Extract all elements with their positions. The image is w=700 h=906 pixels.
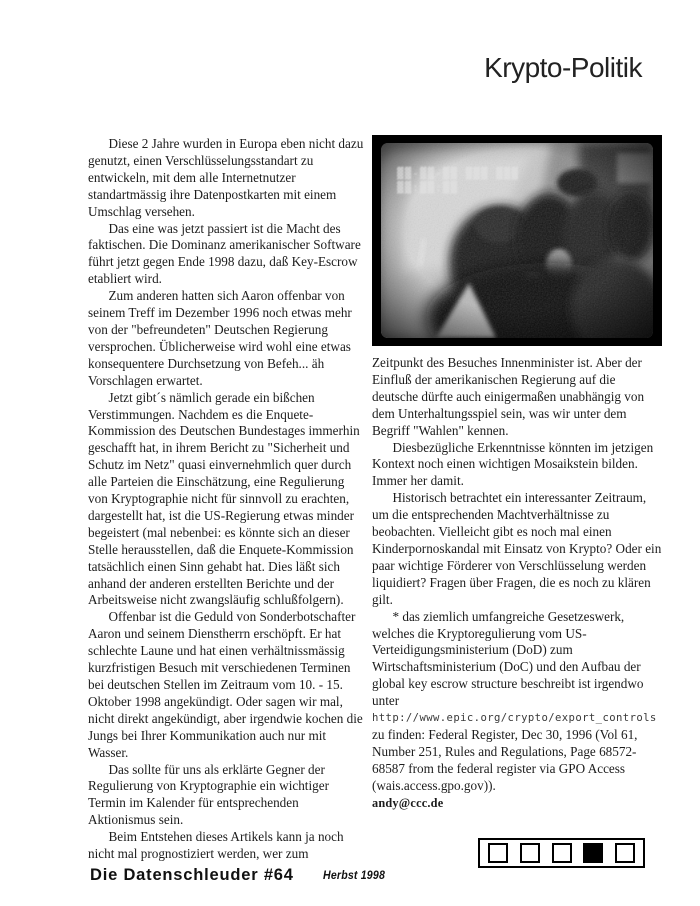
paragraph: Offenbar ist die Geduld von Sonderbotschafter Aaron und seinem Dienstherrn erschöpft. Er hat schlechte Laune und hat einen verhältnissmässig kurzfristigen Besuch mit verschiedenen Terminen bei deutschen Stellen im Zeitraum vom 10. - 15. Oktober 1998 angekündigt. Oder sagen wir mal, nicht direkt angekündigt, aber irgendwie kochen die Jungs bei Ihrer Kommunikation auch nur mit Wasser.	[88, 609, 363, 760]
page-indicator-box	[488, 843, 508, 863]
page-indicator-box	[615, 843, 635, 863]
footnote-text-after-url: zu finden: Federal Register, Dec 30, 1996 (Vol 61, Number 251, Rules and Regulations, Page 68572-68587 from the federal register via GPO Access (wais.access.gpo.gov)).	[372, 726, 638, 793]
right-column	[372, 135, 662, 811]
page-indicator-box	[552, 843, 572, 863]
surveillance-photo-scene	[381, 143, 653, 338]
cctv-timestamp-line1: ▓▓-▓▓-▓▓ ▓▓▓ ▓▓▓	[397, 167, 519, 180]
paragraph: Jetzt gibt´s nämlich gerade ein bißchen Verstimmungen. Nachdem es die Enquete-Kommission des Deutschen Bundestages immerhin geschafft hat, in ihrem Bericht zu "Sicherheit und Schutz im Netz" quasi einvernehmlich quer durch alle Parteien die Einschätzung, eine Regulierung von Kryptographie nicht für sinnvoll zu erachten, dargestellt hat, ist die US-Regierung etwas minder begeistert (mal nebenbei: es könnte sich an dieser Stelle herausstellen, daß die Enquete-Kommission tatsächlich einen Sinn gehabt hat. Dies läßt sich anhand der anderen erstellten Berichte und der Arbeitsweise nicht zwangsläufig schlußfolgern).	[88, 389, 360, 608]
page-indicator-box	[520, 843, 540, 863]
paragraph: Das eine was jetzt passiert ist die Macht des faktischen. Die Dominanz amerikanischer Software führt jetzt gegen Ende 1998 dazu, daß Key-Escrow etabliert wird.	[88, 220, 361, 287]
page-title: Krypto-Politik	[484, 52, 642, 83]
paragraph: Das sollte für uns als erklärte Gegner der Regulierung von Kryptographie ein wichtiger Termin im Kalender für entsprechenden Aktionismus sein.	[88, 761, 329, 828]
issue-date: Herbst 1998	[323, 870, 386, 882]
paragraph: Diesbezügliche Erkenntnisse könnten im jetzigen Kontext noch einen wichtigen Mosaikstein bilden. Immer her damit.	[372, 439, 654, 489]
author-email: andy@ccc.de	[372, 795, 444, 810]
footnote	[372, 609, 662, 795]
paragraph: Historisch betrachtet ein interessanter Zeitraum, um die entsprechenden Machtverhältnisse zu beobachten. Vielleicht gibt es noch mal einen Kinderpornoskandal mit Einsatz von Krypto? Oder ein paar wichtige Förderer von Verschlüsselung werden liquidiert? Fragen über Fragen, die es noch zu klären gilt.	[372, 490, 662, 607]
page-indicator-box	[583, 843, 603, 863]
paragraph: Beim Entstehen dieses Artikels kann ja noch nicht mal prognostiziert werden, wer zum	[88, 829, 344, 862]
left-column	[88, 136, 367, 863]
surveillance-photo	[372, 135, 662, 346]
paragraph: Zum anderen hatten sich Aaron offenbar von seinem Treff im Dezember 1996 noch etwas mehr von der "befreundeten" Deutschen Regierung versprochen. Üblicherweise wird wohl eine etwas konsequentere Durchsetzung von Befeh... äh Vorschlagen erwartet.	[88, 288, 352, 388]
page-indicator	[478, 838, 645, 868]
paragraph: Zeitpunkt des Besuches Innenminister ist. Aber der Einfluß der amerikanischen Regierung auf die deutsche dürfte auch einigermaßen unabhängig von dem Unterhaltungsspiel sein, was wir unter dem Begriff "Wahlen" kennen.	[372, 355, 645, 438]
cctv-timestamp-line2: ▓▓:▓▓:▓▓	[397, 181, 458, 194]
magazine-title: Die Datenschleuder #64	[90, 866, 294, 884]
paragraph: Diese 2 Jahre wurden in Europa eben nicht dazu genutzt, einen Verschlüsselungsstandart zu entwickeln, mit dem alle Internetnutzer standartmässig ihre Datenpostkarten mit einem Umschlag versehen.	[88, 136, 364, 219]
footnote-url: http://www.epic.org/crypto/export_controls	[372, 712, 657, 725]
footnote-text-before-url: * das ziemlich umfangreiche Gesetzeswerk, welches die Kryptoregulierung vom US-Verteidigungsministerium (DoD) zum Wirtschaftsministerium (DoC) und den Aufbau der global key escrow structure beschreibt ist irgendwo unter	[372, 608, 644, 709]
